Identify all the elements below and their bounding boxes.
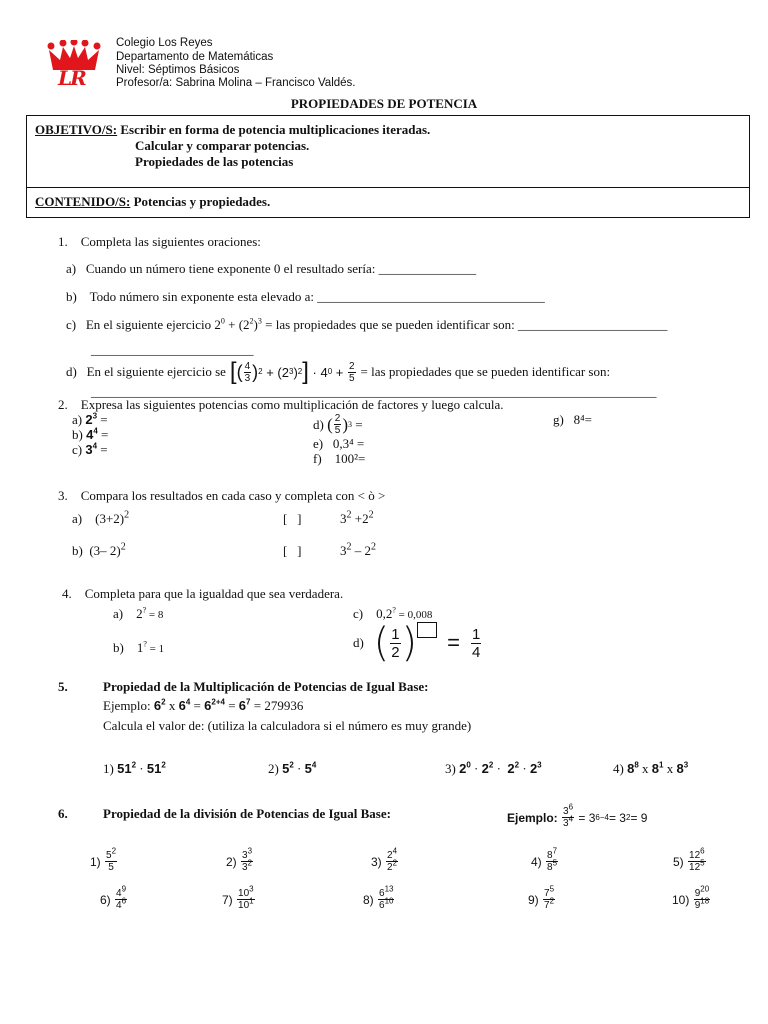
q5-item-4-label: 4) xyxy=(613,761,624,776)
content-row xyxy=(35,194,270,210)
q1-c-pre: c) En el siguiente ejercicio 2 xyxy=(66,317,221,332)
q6-item-7: 7) $\frac{10^3}{10^1}$ xyxy=(222,884,254,911)
q3-b: b) (3– 2)$^2$ xyxy=(72,541,126,558)
q6-item-7-label: 7) xyxy=(222,892,233,907)
q2-a: a) $2^3$ = xyxy=(72,411,108,427)
q4-a-tail: = 8 xyxy=(146,609,164,621)
q1-c-post: = las propiedades que se pueden identificar son: _______________________ xyxy=(265,317,668,332)
q1-d-line: _______________________________________________________________________________________ xyxy=(91,384,657,399)
q6-example: Ejemplo: $\frac{3^6}{3^4}$ = 3 6−4 = 3 2 = 9 xyxy=(507,802,648,829)
q4-b xyxy=(113,640,164,656)
q5-title: Propiedad de la Multiplicación de Potencias de Igual Base: xyxy=(103,679,429,694)
q2-a-label: a) xyxy=(72,412,83,427)
q6-item-10-label: 10) xyxy=(672,892,690,907)
q2-c-label: c) xyxy=(72,442,83,457)
q4-title: 4. Completa para que la igualdad que sea verdadera. xyxy=(62,586,344,601)
q6-item-2: 2) $\frac{3^3}{3^2}$ xyxy=(226,846,253,873)
q2-f: f) 100²= xyxy=(313,451,366,466)
page-title: PROPIEDADES DE POTENCIA xyxy=(290,96,478,111)
q4-a-q: ? xyxy=(142,605,147,615)
q6-item-6-label: 6) xyxy=(100,892,111,907)
q6-title: Propiedad de la división de Potencias de Igual Base: xyxy=(103,806,391,821)
q5-item-4: 4) $8^8$ x $8^1$ x $8^3$ xyxy=(613,760,689,776)
q2-e: e) 0,3⁴ = xyxy=(313,436,365,451)
q6-item-3: 3) $\frac{2^4}{2^2}$ xyxy=(371,846,398,873)
q6-item-10: 10) $\frac{9^{20}}{9^{18}}$ xyxy=(672,884,710,911)
q4-c-label: c) 0,2 xyxy=(353,606,393,621)
q2-title: 2. Expresa las siguientes potencias como multiplicación de factores y luego calcula. xyxy=(58,397,504,412)
q2-d-label: d) xyxy=(313,416,324,432)
q6-item-4: 4) $\frac{8^7}{8^5}$ xyxy=(531,846,558,873)
q5-item-2-label: 2) xyxy=(268,761,279,776)
q4-b-tail: = 1 xyxy=(146,643,165,655)
q4-c-q: ? xyxy=(392,605,396,615)
q2-d: d) ( $\frac{2}{5}$ ) 3 = xyxy=(313,413,363,436)
q4-d: d) ( $\frac{1}{2}$ ) = $\frac{1}{4}$ xyxy=(353,620,481,666)
q3-title: 3. Compara los resultados en cada caso y completa con < ò > xyxy=(58,488,386,503)
q2-b: b) $4^4$ = xyxy=(72,426,109,442)
objective-line-1: Escribir en forma de potencia multiplicaciones iteradas. xyxy=(120,122,431,137)
objective-label-text: OBJETIVO/S: xyxy=(35,122,118,137)
q1-d-pre: d) En el siguiente ejercicio se xyxy=(66,364,226,379)
q6-item-5: 5) $\frac{12^6}{12^5}$ xyxy=(673,846,705,873)
q3-a-bracket: [ ] xyxy=(283,511,302,526)
q1-d-expression: [ ( $\frac{4}{3}$ ) 2 + (2 3 ) 2 ] · 4 0 + $\frac{2}{5}$ xyxy=(229,358,355,385)
q4-b-label: b) 1 xyxy=(113,640,144,655)
q5-example: Ejemplo: $6^2$ x $6^4 = 6^{2+4} = 6^7 = 279936$ xyxy=(103,697,304,713)
q1-d-post: = las propiedades que se pueden identificar son: xyxy=(360,364,611,379)
q6-item-1-label: 1) xyxy=(90,854,101,869)
q6-item-9-label: 9) xyxy=(528,892,539,907)
q1-c: c) En el siguiente ejercicio $2^0 + (2^2)^3$ = las propiedades que se pueden identificar son: _______________________ xyxy=(66,316,668,332)
q2-g: g) 8⁴= xyxy=(553,412,592,427)
q1-c-line: _________________________ xyxy=(91,342,254,357)
school-name: Colegio Los Reyes xyxy=(116,37,213,49)
q6-num: 6. xyxy=(58,806,68,821)
school-logo xyxy=(46,40,102,92)
q1-b: b) Todo número sin exponente esta elevado a: ___________________________________ xyxy=(66,289,545,304)
q3-a: a) $(3+2)^2$ xyxy=(72,509,130,526)
q4-a xyxy=(113,606,163,622)
objective-line-2: Calcular y comparar potencias. xyxy=(135,138,310,153)
q3-b-right: $3^2 - 2^2$ xyxy=(340,541,376,558)
q5-item-2: 2) $5^2 \cdot 5^4$ xyxy=(268,760,317,776)
q5-item-3-label: 3) xyxy=(445,761,456,776)
q2-b-label: b) xyxy=(72,427,83,442)
q5-item-1: 1) $51^2 \cdot 51^2$ xyxy=(103,760,166,776)
q1-d xyxy=(66,358,610,386)
q6-item-5-label: 5) xyxy=(673,854,684,869)
q4-b-q: ? xyxy=(143,639,147,649)
q4-a-label: a) 2 xyxy=(113,606,143,621)
q6-item-8: 8) $\frac{6^{13}}{6^{10}}$ xyxy=(363,884,394,911)
q6-item-2-label: 2) xyxy=(226,854,237,869)
q6-item-3-label: 3) xyxy=(371,854,382,869)
q3-a-right: $3^2 +2^2$ xyxy=(340,509,374,526)
q5-example-label: Ejemplo: xyxy=(103,698,151,713)
q3-a-label: a) xyxy=(72,511,83,526)
q3-b-label: b) xyxy=(72,543,83,558)
answer-box-icon xyxy=(417,622,437,638)
q1-a: a) Cuando un número tiene exponente 0 el resultado sería: _______________ xyxy=(66,261,477,276)
q6-item-4-label: 4) xyxy=(531,854,542,869)
q3-b-bracket: [ ] xyxy=(283,543,302,558)
q2-c: c) $3^4$ = xyxy=(72,441,108,457)
q5-instruction: Calcula el valor de: (utiliza la calculadora si el número es muy grande) xyxy=(103,718,472,733)
q6-item-6: 6) $\frac{4^9}{4^6}$ xyxy=(100,884,127,911)
q1-title: 1. Completa las siguientes oraciones: xyxy=(58,234,261,249)
q6-example-label: Ejemplo: xyxy=(507,810,558,825)
objective-line-3: Propiedades de las potencias xyxy=(135,154,294,169)
level: Nivel: Séptimos Básicos xyxy=(116,64,240,76)
teachers: Profesor/a: Sabrina Molina – Francisco Valdés. xyxy=(116,77,356,89)
objective-label xyxy=(35,122,430,138)
q4-d-label: d) xyxy=(353,635,364,650)
q5-item-3: 3) $2^0 \cdot 2^2 \cdot 2^2 \cdot 2^3$ xyxy=(445,760,542,776)
logo-letters: LR xyxy=(58,66,85,90)
q4-c-tail: = 0,008 xyxy=(395,609,433,621)
q6-item-1: 1) $\frac{5^2}{5}$ xyxy=(90,846,117,873)
q5-num: 5. xyxy=(58,679,68,694)
department: Departamento de Matemáticas xyxy=(116,51,274,63)
content-label: CONTENIDO/S: xyxy=(35,194,131,209)
q6-item-9: 9) $\frac{7^5}{7^2}$ xyxy=(528,884,555,911)
q5-item-1-label: 1) xyxy=(103,761,114,776)
content-text: Potencias y propiedades. xyxy=(133,194,271,209)
q6-item-8-label: 8) xyxy=(363,892,374,907)
q5-example-tail: = 279936 xyxy=(253,698,304,713)
